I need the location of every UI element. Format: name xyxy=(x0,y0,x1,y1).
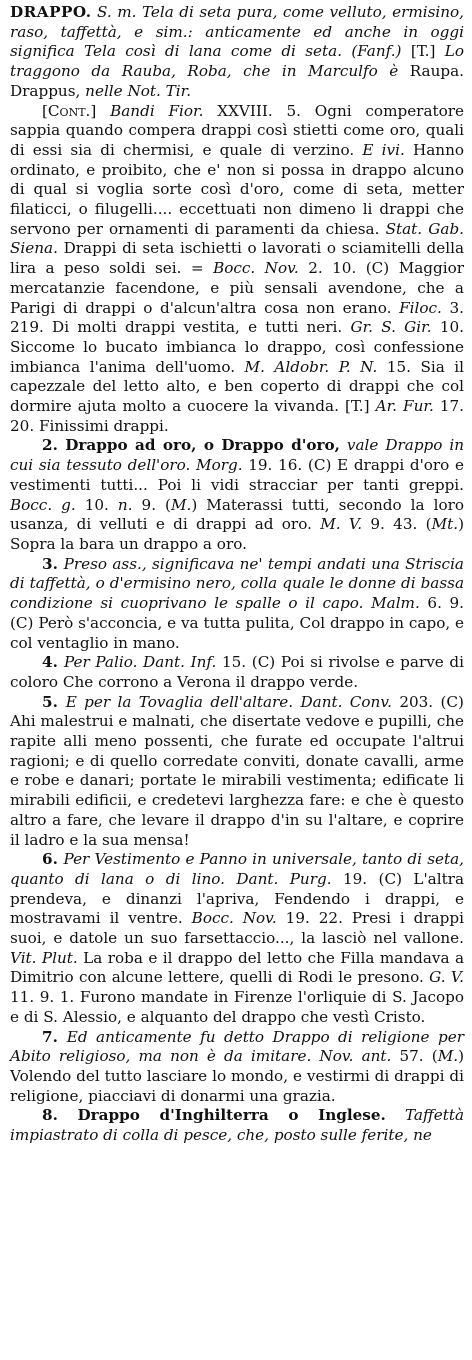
text-run: XXVIII. 5. Ogni comperatore sappia quando compera drappi così stietti come oro, quali di essi sia di chermisi, e quale di verzino. xyxy=(10,101,464,159)
headword: DRAPPO. xyxy=(10,3,92,21)
text-run: 11. 9. 1. Furono mandate in Firenze l'orliquie di S. Jacopo e di S. Alessio, e alquanto del drappo che vestì Cristo. xyxy=(10,988,464,1026)
text-run: Preso ass., significava ne' tempi andati una Striscia di taffettà, o d'ermisino nero, colla quale le donne di bassa condizione si cuoprivano le spalle o il capo. Malm. xyxy=(10,554,464,613)
text-run: 203. (C) Ahi malestrui e malnati, che disertate vedove e pupilli, che rapite alli meno possenti, che furate ed occupate l'altrui ragioni; e di quello corredate conviti, donate cavalli, arme e robe e danari; portate le mirabili vestimenta; edificate li mirabili edificii, e credetevi larghezza fare: e che è questo altro a fare, che levare il drappo d'in su l'altare, e coprire il ladro e la sua mensa! xyxy=(10,692,464,849)
text-run: Hanno ordinato, e proibito, che e' non si possa in drappo alcuno di qual si voglia sorte così d'oro, come di seta, metter filaticci, o filugelli.... eccettuati non dimeno li drappi che servono per ornamenti di paramenti da chiesa. xyxy=(10,140,464,238)
text-run: 3. 219. Di molti drappi vestita, e tutti neri. xyxy=(10,298,464,337)
text-run: M. Aldobr. P. N. xyxy=(244,357,378,376)
text-run: 10. Siccome lo bucato imbianca lo drappo, così confessione imbianca l'anima dell'uomo. xyxy=(10,318,464,376)
text-run: 2. 10. (C) Maggior mercatanzie facendone, e più sensali avendone, che a Parigi di drappi o d'alcun'altra cosa non erano. xyxy=(10,259,465,317)
text-run: 19. 16. (C) E drappi d'oro e vestimenti tutti... Poi li vidi stracciar per tanti greppi. xyxy=(10,456,464,494)
text-run: 9. 43. ( xyxy=(362,515,432,534)
grammar-tag: S. m. xyxy=(91,3,137,21)
text-run: Filoc. xyxy=(399,298,442,317)
text-run: Drappi di seta ischietti o lavorati o sciamitelli della lira a peso soldi sei. = xyxy=(10,239,464,278)
text-run: Bandi Fior. xyxy=(110,101,204,120)
sense-6 xyxy=(10,850,464,1027)
definition: Tela di seta pura, come velluto, ermisino, raso, taffettà, e sim.: anticamente ed anche in oggi significa Tela così di lana come di seta. (Fanf.) xyxy=(10,3,464,61)
text-run: 19. (C) L'altra prendeva, e dinanzi l'apriva, Fendendo i drappi, e mostravami il ventre. xyxy=(10,869,465,928)
text-run: n. xyxy=(117,495,133,514)
text-run: Ed anticamente fu detto Drappo di religione per Abito religioso, ma non è da imitare. Nov. ant. xyxy=(10,1027,464,1066)
text-run: 8. Drappo d'Inghilterra o Inglese. xyxy=(42,1106,386,1125)
sense-2 xyxy=(10,436,464,554)
text-run: 10. xyxy=(75,495,118,514)
sense-8 xyxy=(10,1106,464,1145)
text-run: 7. xyxy=(42,1027,67,1046)
text-run: 6. xyxy=(42,850,64,869)
text-run: 57. ( xyxy=(391,1047,438,1066)
etymology: Lo traggono da Rauba, Roba, che in Marculfo è xyxy=(10,42,465,81)
text-run: Per Vestimento e Panno in universale, tanto di seta, quanto di lana o di lino. Dant. Purg. xyxy=(10,850,464,888)
text-run: Bocc. Nov. xyxy=(191,909,277,928)
text-run: E ivi. xyxy=(362,140,405,159)
text-run: E per la Tovaglia dell'altare. Dant. Conv. xyxy=(65,692,392,711)
text-run: 3. xyxy=(42,554,64,573)
text-run: M. xyxy=(170,495,192,514)
text-run: 6. 9. (C) Però s'acconcia, e va tutta pulita, Col drappo in capo, e col ventaglio in mano. xyxy=(10,594,464,652)
sense-4 xyxy=(10,653,464,692)
text-run: 9. ( xyxy=(132,495,171,514)
tommaseo-tag: [T.] xyxy=(401,42,436,61)
etymology-source: Raupa. Drappus, xyxy=(10,62,464,100)
text-run: [Cont.] xyxy=(42,101,111,120)
text-run: 15. Sia il capezzale del letto alto, e ben coperto di drappi che col dormire ajuta molto a cuocere la vivanda. [T.] xyxy=(10,357,465,416)
text-run: Taffettà impiastrato di colla di pesce, che, posto sulle ferite, ne xyxy=(10,1106,464,1145)
sense-3 xyxy=(10,555,464,654)
paragraph-cont xyxy=(10,102,464,437)
text-run: Bocc. Nov. xyxy=(213,259,299,278)
entry-header xyxy=(10,3,464,102)
text-run: 19. 22. Presi i drappi suoi, e datole un suo farsettaccio..., la lasciò nel vallone. xyxy=(10,909,464,948)
text-run: Vit. Plut. xyxy=(10,948,78,967)
etymology-note: nelle Not. Tir. xyxy=(80,81,192,100)
text-run: ) Volendo del tutto lasciare lo mondo, e vestirmi di drappi di religione, piacciavi di donarmi una grazia. xyxy=(10,1047,465,1105)
text-run: Per Palio. Dant. Inf. xyxy=(63,653,217,672)
sense-5 xyxy=(10,693,464,851)
text-run: vale Drappo in cui sia tessuto dell'oro. Morg. xyxy=(10,436,464,475)
text-run: 4. xyxy=(42,653,64,672)
text-run: ) Materassi tutti, secondo la loro usanza, di velluti e di drappi ad oro. xyxy=(10,495,464,534)
text-run: Gr. S. Gir. xyxy=(350,318,432,337)
text-run: La roba e il drappo del letto che Filla mandava a Dimitrio con alcune lettere, quelli di Rodi le presono. xyxy=(10,948,464,987)
text-run: 5. xyxy=(42,692,66,711)
text-run: Stat. Gab. Siena. xyxy=(10,219,464,258)
text-run: ) Sopra la bara un drappo a oro. xyxy=(10,515,464,553)
text-run: Mt. xyxy=(431,515,459,534)
text-run: G. V. xyxy=(429,968,464,987)
text-run: 17. 20. Finissimi drappi. xyxy=(10,397,465,435)
text-run: M. xyxy=(437,1047,459,1066)
text-run: Bocc. g. xyxy=(10,495,76,514)
text-run: Ar. Fur. xyxy=(375,397,434,416)
text-run: 2. Drappo ad oro, o Drappo d'oro, xyxy=(42,436,340,455)
text-run: 15. (C) Poi si rivolse e parve di coloro Che corrono a Verona il drappo verde. xyxy=(10,653,464,691)
text-run: M. V. xyxy=(320,515,363,534)
sense-7 xyxy=(10,1028,464,1107)
